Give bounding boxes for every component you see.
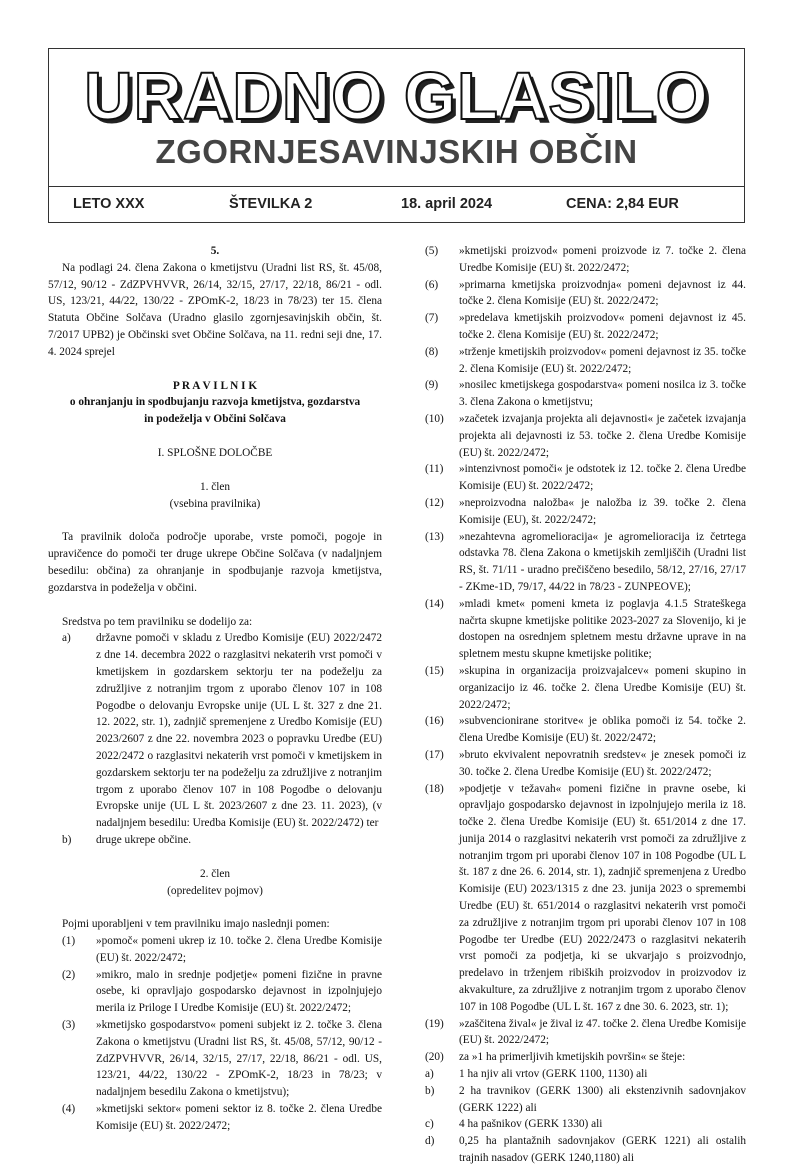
definition-item (411, 411, 746, 461)
publication-subtitle: ZGORNJESAVINJSKIH OBČIN (155, 133, 638, 170)
sub-item-text: 1 ha njiv ali vrtov (GERK 1100, 1130) ali (459, 1068, 648, 1081)
definition-item (411, 781, 746, 1016)
definition-number: (1) (62, 935, 76, 948)
sub-item-text: 2 ha travnikov (GERK 1300) ali ekstenzivnih sadovnjakov (GERK 1222) ali (459, 1084, 746, 1114)
definition-number: (9) (425, 379, 439, 392)
definition-number: (5) (425, 245, 439, 257)
definition-item (411, 596, 746, 663)
definition-number: (8) (425, 345, 439, 358)
definition-number: (4) (62, 1103, 76, 1116)
funds-intro: Sredstva po tem pravilniku se dodelijo za: (62, 615, 253, 628)
sub-item (411, 1116, 746, 1133)
definition-item (411, 1016, 746, 1050)
definition-item (48, 1017, 382, 1101)
definition-text: »skupina in organizacija proizvajalcev« pomeni skupino in organizacijo iz 46. točke 2. člena Uredbe Komisije (EU) št. 2022/2472; (459, 664, 746, 711)
chapter-heading: I. SPLOŠNE DOLOČBE (157, 446, 273, 459)
sub-item (411, 1083, 746, 1117)
sub-item (411, 1066, 746, 1083)
list-marker: b) (62, 833, 72, 846)
definition-number: (16) (425, 715, 444, 728)
definition-text: »zaščitena žival« je žival iz 47. točke 2. člena Uredbe Komisije (EU) št. 2022/2472; (459, 1017, 746, 1047)
right-column (411, 243, 746, 1167)
definition-item (411, 243, 746, 277)
definition-item (411, 461, 746, 495)
volume-year: LETO XXX (73, 196, 145, 212)
definition-item (411, 663, 746, 713)
list-text: druge ukrepe občine. (96, 833, 192, 846)
sub-item (411, 1133, 746, 1167)
article-1-heading: 1. člen (199, 480, 231, 493)
definition-text: »nezahtevna agromelioracija« je agromelioracija iz četrtega odstavka 78. člena Zakona o kmetijskih zemljiščih (Uradni list RS, št. 71/11 - uradno prečiščeno besedilo, 58/12, 27/16, 27/17 - ZKme-1D, 79/17, 44/22 in 78/23 - ZUNPEOVE); (459, 530, 746, 593)
definition-item (411, 1049, 746, 1066)
definition-text: »predelava kmetijskih proizvodov« pomeni dejavnost iz 45. točke 2. člena Komisije (EU) št. 2022/2472; (459, 312, 746, 341)
masthead-divider (49, 186, 744, 187)
sub-item-marker: a) (425, 1068, 434, 1081)
definition-text: »mikro, malo in srednje podjetje« pomeni fizične in pravne osebe, ki opravljajo gospodarsko dejavnost in izpolnjujejo merila iz Priloge I Uredbe Komisije (EU) št. 2022/2472; (96, 968, 382, 1015)
issue-date: 18. april 2024 (401, 196, 493, 212)
document-title-line-1: o ohranjanju in spodbujanju razvoja kmetijstva, gozdarstva (69, 396, 361, 409)
definition-item (411, 495, 746, 529)
article-2-subtitle: (opredelitev pojmov) (167, 884, 263, 897)
sub-item-marker: d) (425, 1135, 435, 1148)
list-item (48, 630, 382, 832)
definition-item (411, 310, 746, 344)
definition-item (48, 967, 382, 1017)
definition-number: (3) (62, 1019, 76, 1032)
definition-item (411, 377, 746, 411)
issue-price: CENA: 2,84 EUR (566, 196, 679, 212)
definition-text: »nosilec kmetijskega gospodarstva« pomeni nosilca iz 3. točke 3. člena Zakona o kmetijstvu; (459, 379, 746, 409)
definition-number: (19) (425, 1017, 444, 1030)
definition-text: »intenzivnost pomoči« je odstotek iz 12. točke 2. člena Uredbe Komisije (EU) št. 2022/2472; (459, 463, 746, 493)
list-item (48, 832, 382, 849)
definition-text: »mladi kmet« pomeni kmeta iz poglavja 4.1.5 Strateškega načrta skupne kmetijske politike 2023-2027 za Slovenijo, ki je dostopen na osrednjem spletnem mestu državne uprave in na spletnem mestu skupne kmetijske politike; (459, 597, 746, 661)
definition-item (411, 344, 746, 378)
article-2-heading: 2. člen (199, 867, 231, 880)
sub-item-marker: c) (425, 1118, 434, 1131)
definition-number: (10) (425, 412, 444, 425)
left-column (48, 243, 382, 1135)
definition-number: (18) (425, 782, 444, 795)
publication-title: URADNO GLASILO (84, 59, 709, 134)
definition-text: »podjetje v težavah« pomeni fizične in pravne osebe, ki opravljajo gospodarsko dejavnost in izpolnjujejo merila iz 18. točke 2. člena Uredbe Komisije (EU) št. 651/2014 z dne 17. junija 2014 o razglasitvi nekaterih vrst pomoči za združljive z notranjim trgom pri uporabi členov 107 in 108 Pogodbe (UL L št. 187 z dne 26. 6. 2014, str. 1), zadnjič spremenjena z Uredbo Komisije (EU) 2023/1315 z dne 23. junija 2023 o spremembi Uredbe (EU) št. 651/2014 o razglasitvi nekaterih vrst pomoči za združljive z notranjim trgom pri uporabi členov 107 in 108 Pogodbe ter Uredbe (EU) 2022/2473 o razglasitvi nekaterih vrst pomoči za podjetja, ki se ukvarjajo s proizvodnjo, predelavo in trženjem ribiških proizvodov in proizvodov iz akvakulture, za združljive z notranjim trgom z uporabo členov 107 in 108 Pogodbe (UL L št. 167 z dne 30. 6. 2023, str. 1); (459, 782, 746, 1013)
definition-text: »subvencionirane storitve« je oblika pomoči iz 54. točke 2. člena Uredbe Komisije (EU) št. 2022/2472; (459, 715, 746, 745)
definition-number: (13) (425, 530, 444, 543)
article-1-subtitle: (vsebina pravilnika) (169, 497, 261, 510)
definition-number: (17) (425, 748, 444, 761)
definition-item (411, 713, 746, 747)
sub-item-text: 4 ha pašnikov (GERK 1330) ali (459, 1118, 603, 1131)
list-marker: a) (62, 632, 71, 645)
definition-text: »kmetijski sektor« pomeni sektor iz 8. točke 2. člena Uredbe Komisije (EU) št. 2022/2472; (96, 1103, 382, 1132)
sub-item-text: 0,25 ha plantažnih sadovnjakov (GERK 1221) ali ostalih trajnih nasadov (GERK 1240,1180) ali (459, 1135, 746, 1165)
definition-number: (12) (425, 496, 444, 509)
document-number: 5. (210, 245, 220, 257)
definition-number: (20) (425, 1051, 444, 1064)
preamble: Na podlagi 24. člena Zakona o kmetijstvu (Uradni list RS, št. 45/08, 57/12, 90/12 - ZdZPVHVVR, 26/14, 32/15, 27/17, 22/18, 86/21 - odl. US, 123/21, 44/22, 130/22 - ZPOmK-2, 18/23 in 78/23) ter 15. člena Statuta Občine Solčava (Uradno glasilo zgornjesavinjskih občin, št. 7/2017 UPB2) je Občinski svet Občine Solčava, na 11. redni seji dne, 17. 4. 2024 sprejel (48, 261, 382, 358)
sub-item-marker: b) (425, 1084, 435, 1097)
article-1-text: Ta pravilnik določa področje uporabe, vrste pomoči, pogoje in upravičence do pomoči ter druge ukrepe Občine Solčava (v nadaljnjem besedilu: občina) za ohranjanje in spodbujanje razvoja kmetijstva, gozdarstva in podeželja v občini. (48, 531, 382, 594)
definition-item (411, 529, 746, 596)
definition-text: »pomoč« pomeni ukrep iz 10. točke 2. člena Uredbe Komisije (EU) št. 2022/2472; (96, 935, 382, 964)
definition-text: »kmetijsko gospodarstvo« pomeni subjekt iz 2. točke 3. člena Zakona o kmetijstvu (Uradni list RS, št. 45/08, 57/12, 90/12 -ZdZPVHVVR, 26/14, 32/15, 27/17, 22/18, 86/21 - odl. US, 123/21, 44/22, 130/22 - ZPOmK-2, 18/23 in 78/23; v nadaljnjem besedilu Zakona o kmetijstvu); (96, 1019, 382, 1099)
definition-number: (14) (425, 597, 444, 610)
article-2-intro: Pojmi uporabljeni v tem pravilniku imajo naslednji pomen: (62, 918, 330, 931)
definition-number: (15) (425, 664, 444, 677)
issue-number: ŠTEVILKA 2 (229, 196, 313, 212)
definition-number: (6) (425, 278, 439, 291)
definition-text: »primarna kmetijska proizvodnja« pomeni dejavnost iz 44. točke 2. člena Komisije (EU) št. 2022/2472; (459, 278, 746, 308)
definition-number: (7) (425, 312, 439, 325)
definition-item (411, 277, 746, 311)
definition-text: »trženje kmetijskih proizvodov« pomeni dejavnost iz 35. točke 2. člena Komisije (EU) št. 2022/2472; (459, 345, 746, 375)
document-type: P R A V I L N I K (172, 379, 258, 392)
masthead (48, 48, 745, 223)
definition-number: (2) (62, 968, 76, 981)
definition-text: »začetek izvajanja projekta ali dejavnosti« je začetek izvajanja projekta ali dejavnosti iz 53. točke 2. člena Uredbe Komisije (EU) št. 2022/2472; (459, 412, 746, 459)
definition-text: »kmetijski proizvod« pomeni proizvode iz 7. točke 2. člena Uredbe Komisije (EU) št. 2022/2472; (459, 245, 746, 274)
definition-text: za »1 ha primerljivih kmetijskih površin« se šteje: (459, 1051, 686, 1064)
definition-number: (11) (425, 463, 444, 476)
document-title-line-2: in podeželja v Občini Solčava (144, 413, 286, 426)
definition-text: »neproizvodna naložba« je naložba iz 39. točke 2. člena Komisije (EU), št. 2022/2472; (459, 496, 746, 526)
definition-item (411, 747, 746, 781)
definition-item (48, 1101, 382, 1135)
definition-text: »bruto ekvivalent nepovratnih sredstev« je znesek pomoči iz 30. točke 2. člena Uredbe Komisije (EU) št. 2022/2472; (459, 748, 746, 778)
definition-item (48, 933, 382, 967)
list-text: državne pomoči v skladu z Uredbo Komisije (EU) 2022/2472 z dne 14. decembra 2022 o razglasitvi nekaterih vrst pomoči v kmetijskem in gozdarskem sektorju ter na podeželju za združljive z notranjim trgom z uporabo členov 107 in 108 Pogodbe o delovanju Evropske unije (UL L št. 327 z dne 21. 12. 2022, str. 1), zadnjič spremenjene z Uredbo Komisije (EU) 2023/2607 z dne 22. novembra 2023 o popravku Uredbe (EU) 2022/2472 o razglasitvi nekaterih vrst pomoči v kmetijskem in gozdarskem sektorju ter na podeželju za združljive z notranjim trgom z uporabo členov 107 in 108 Pogodbe o delovanju Evropske unije (UL L št. 2023/2607 z dne 23. 11. 2023), (v nadaljnjem besedilu: Uredba Komisije (EU) št. 2022/2472) ter (96, 632, 382, 830)
